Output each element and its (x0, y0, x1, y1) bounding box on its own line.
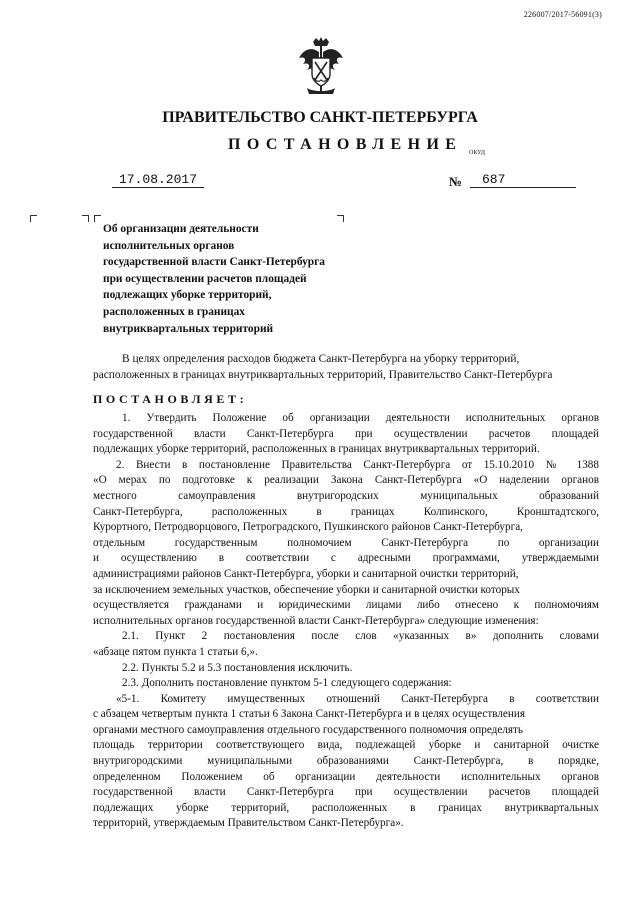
subject-line: подлежащих уборке территорий, (103, 289, 272, 302)
subject-line: внутриквартальных территорий (103, 322, 274, 335)
body-line: государственной власти Санкт-Петербурга при осуществлении расчетов площадей (93, 786, 599, 799)
body-line: «О мерах по подготовке к реализации Закона Санкт-Петербурга «О наделении органов (93, 474, 599, 487)
body-line: органами местного самоуправления отдельного государственного полномочия определять (93, 723, 524, 736)
body-line: 2. Внести в постановление Правительства Санкт-Петербурга от 15.10.2010 № 1388 (116, 458, 599, 471)
preamble-line: расположенных в границах внутриквартальных территорий, Правительство Санкт-Петербурга (93, 369, 553, 381)
body-line: внутригородскими муниципальными образованиями Санкт-Петербурга, в порядке, (93, 755, 599, 768)
body-line: Санкт-Петербурга, расположенных в границах Колпинского, Кронштадтского, (93, 505, 599, 518)
body-line: с абзацем четвертым пункта 1 статьи 6 Закона Санкт-Петербурга и в целях осуществления (93, 708, 526, 721)
subject-line: Об организации деятельности (103, 223, 259, 235)
corner-mark-icon (82, 215, 89, 222)
subject-line: государственной власти Санкт-Петербурга (103, 256, 325, 269)
body-line: 2.1. Пункт 2 постановления после слов «указанных в» дополнить словами (122, 630, 599, 643)
corner-mark-icon (30, 215, 37, 222)
resolves-heading: ПОСТАНОВЛЯЕТ: (93, 392, 248, 406)
document-subject (103, 221, 325, 337)
body-line: отдельным государственным полномочием Санкт-Петербурга по организации (93, 536, 599, 549)
document-number: 687 (470, 172, 576, 188)
body-line: местного самоуправления внутригородских муниципальных образований (93, 489, 599, 502)
document-date: 17.08.2017 (112, 172, 204, 188)
body-line: 2.2. Пункты 5.2 и 5.3 постановления исключить. (122, 661, 353, 674)
coat-of-arms-icon (297, 36, 345, 98)
body-line: «5-1. Комитету имущественных отношений Санкт-Петербурга в соответствии (116, 692, 599, 705)
body-line: 2.3. Дополнить постановление пунктом 5-1 следующего содержания: (122, 677, 452, 690)
preamble-line: В целях определения расходов бюджета Санкт-Петербурга на уборку территорий, (122, 353, 520, 365)
corner-mark-icon (94, 215, 101, 222)
body-line: 1. Утвердить Положение об организации деятельности исполнительных органов (122, 412, 599, 424)
okud-label: ОКУД (469, 150, 485, 156)
body-line: исполнительных органов государственной власти Санкт-Петербурга» следующие изменения: (93, 614, 539, 627)
document-body (93, 411, 599, 832)
body-line: Курортного, Петродворцового, Петроградского, Пушкинского районов Санкт-Петербурга, (93, 521, 523, 534)
body-line: осуществляется гражданами и юридическими лицами либо отнесено к полномочиям (93, 599, 599, 612)
document-id: 226007/2017-56091(3) (523, 10, 602, 19)
subject-line: исполнительных органов (103, 239, 235, 252)
corner-mark-icon (337, 215, 344, 222)
number-sign: № (449, 174, 463, 189)
body-line: площадь территории соответствующего вида, подлежащей уборке и санитарной очистке (93, 739, 599, 752)
body-line: за исключением земельных участков, обеспечение уборки и санитарной очистки которых (93, 583, 520, 596)
body-line: подлежащих уборке территорий, расположенных в границах внутриквартальных территорий. (93, 443, 540, 456)
document-type: ПОСТАНОВЛЕНИЕ (228, 136, 463, 153)
body-line: определенном Положением об организации деятельности исполнительных органов (93, 770, 599, 783)
body-line: территорий, утверждаемым Правительством Санкт-Петербурга». (93, 817, 404, 830)
subject-line: при осуществлении расчетов площадей (103, 272, 307, 285)
preamble (93, 351, 599, 383)
body-line: «абзаце пятом пункта 1 статьи 6,». (93, 645, 258, 658)
body-line: администрациями районов Санкт-Петербурга, уборки и санитарной очистки территорий, (93, 567, 519, 580)
body-line: и осуществлению в соответствии с адресными программами, утверждаемыми (93, 552, 599, 565)
government-title: ПРАВИТЕЛЬСТВО САНКТ-ПЕТЕРБУРГА (162, 109, 478, 126)
body-line: государственной власти Санкт-Петербурга при осуществлении расчетов площадей (93, 427, 599, 440)
body-line: подлежащих уборке территорий, расположенных в границах внутриквартальных (93, 801, 599, 814)
subject-line: расположенных в границах (103, 305, 246, 318)
